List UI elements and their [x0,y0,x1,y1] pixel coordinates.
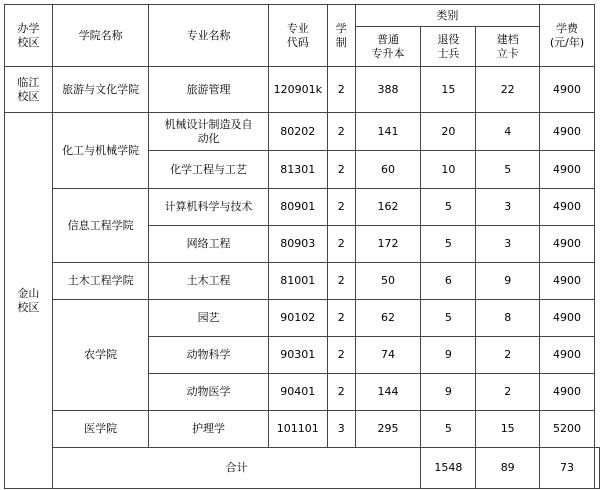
years-cell: 3 [327,411,355,448]
veteran-cell: 9 [421,337,476,374]
code-cell: 80903 [268,226,327,263]
poverty-cell: 2 [476,337,540,374]
veteran-cell: 5 [421,411,476,448]
code-cell: 90301 [268,337,327,374]
veteran-cell: 20 [421,113,476,151]
college-cell: 旅游与文化学院 [52,67,149,113]
years-cell: 2 [327,337,355,374]
code-cell: 81301 [268,151,327,189]
veteran-cell: 5 [421,226,476,263]
fee-cell: 4900 [540,67,595,113]
header-cat-poverty: 建档 立卡 [476,27,540,67]
code-cell: 120901k [268,67,327,113]
veteran-cell: 6 [421,263,476,300]
fee-cell: 4900 [540,226,595,263]
years-cell: 2 [327,300,355,337]
major-cell: 化学工程与工艺 [149,151,268,189]
total-label: 合计 [52,448,421,489]
fee-cell: 4900 [540,189,595,226]
total-regular: 1548 [421,448,476,489]
major-cell: 动物医学 [149,374,268,411]
header-campus: 办学 校区 [5,5,53,67]
college-cell: 农学院 [52,300,149,411]
fee-cell: 4900 [540,263,595,300]
years-cell: 2 [327,226,355,263]
fee-cell: 4900 [540,374,595,411]
major-cell: 动物科学 [149,337,268,374]
major-cell: 计算机科学与技术 [149,189,268,226]
header-category: 类别 [355,5,539,27]
years-cell: 2 [327,189,355,226]
veteran-cell: 5 [421,300,476,337]
poverty-cell: 3 [476,226,540,263]
code-cell: 101101 [268,411,327,448]
code-cell: 90401 [268,374,327,411]
code-cell: 90102 [268,300,327,337]
campus-cell: 临江 校区 [5,67,53,113]
total-veteran: 89 [476,448,540,489]
poverty-cell: 15 [476,411,540,448]
regular-cell: 141 [355,113,421,151]
table-row [5,263,600,300]
major-cell: 网络工程 [149,226,268,263]
regular-cell: 74 [355,337,421,374]
poverty-cell: 9 [476,263,540,300]
enrollment-table [4,4,600,489]
college-cell: 医学院 [52,411,149,448]
header-years: 学 制 [327,5,355,67]
regular-cell: 144 [355,374,421,411]
campus-cell: 金山 校区 [5,113,53,489]
poverty-cell: 2 [476,374,540,411]
header-code: 专业 代码 [268,5,327,67]
poverty-cell: 8 [476,300,540,337]
veteran-cell: 5 [421,189,476,226]
header-college: 学院名称 [52,5,149,67]
poverty-cell: 3 [476,189,540,226]
table-row [5,67,600,113]
code-cell: 81001 [268,263,327,300]
veteran-cell: 9 [421,374,476,411]
total-fee [595,448,600,489]
college-cell: 化工与机械学院 [52,113,149,189]
header-major: 专业名称 [149,5,268,67]
table-row [5,300,600,337]
fee-cell: 4900 [540,113,595,151]
regular-cell: 162 [355,189,421,226]
header-cat-veteran: 退役 士兵 [421,27,476,67]
regular-cell: 60 [355,151,421,189]
header-cat-regular: 普通 专升本 [355,27,421,67]
major-cell: 机械设计制造及自 动化 [149,113,268,151]
table-row [5,411,600,448]
poverty-cell: 5 [476,151,540,189]
years-cell: 2 [327,151,355,189]
major-cell: 旅游管理 [149,67,268,113]
years-cell: 2 [327,67,355,113]
regular-cell: 388 [355,67,421,113]
total-poverty: 73 [540,448,595,489]
header-fee: 学费 (元/年) [540,5,595,67]
table-row [5,113,600,151]
veteran-cell: 10 [421,151,476,189]
total-row [5,448,600,489]
fee-cell: 5200 [540,411,595,448]
code-cell: 80901 [268,189,327,226]
regular-cell: 172 [355,226,421,263]
poverty-cell: 22 [476,67,540,113]
major-cell: 土木工程 [149,263,268,300]
fee-cell: 4900 [540,337,595,374]
major-cell: 园艺 [149,300,268,337]
years-cell: 2 [327,263,355,300]
poverty-cell: 4 [476,113,540,151]
regular-cell: 50 [355,263,421,300]
code-cell: 80202 [268,113,327,151]
years-cell: 2 [327,113,355,151]
years-cell: 2 [327,374,355,411]
college-cell: 土木工程学院 [52,263,149,300]
regular-cell: 62 [355,300,421,337]
fee-cell: 4900 [540,300,595,337]
college-cell: 信息工程学院 [52,189,149,263]
table-row [5,189,600,226]
regular-cell: 295 [355,411,421,448]
major-cell: 护理学 [149,411,268,448]
veteran-cell: 15 [421,67,476,113]
fee-cell: 4900 [540,151,595,189]
